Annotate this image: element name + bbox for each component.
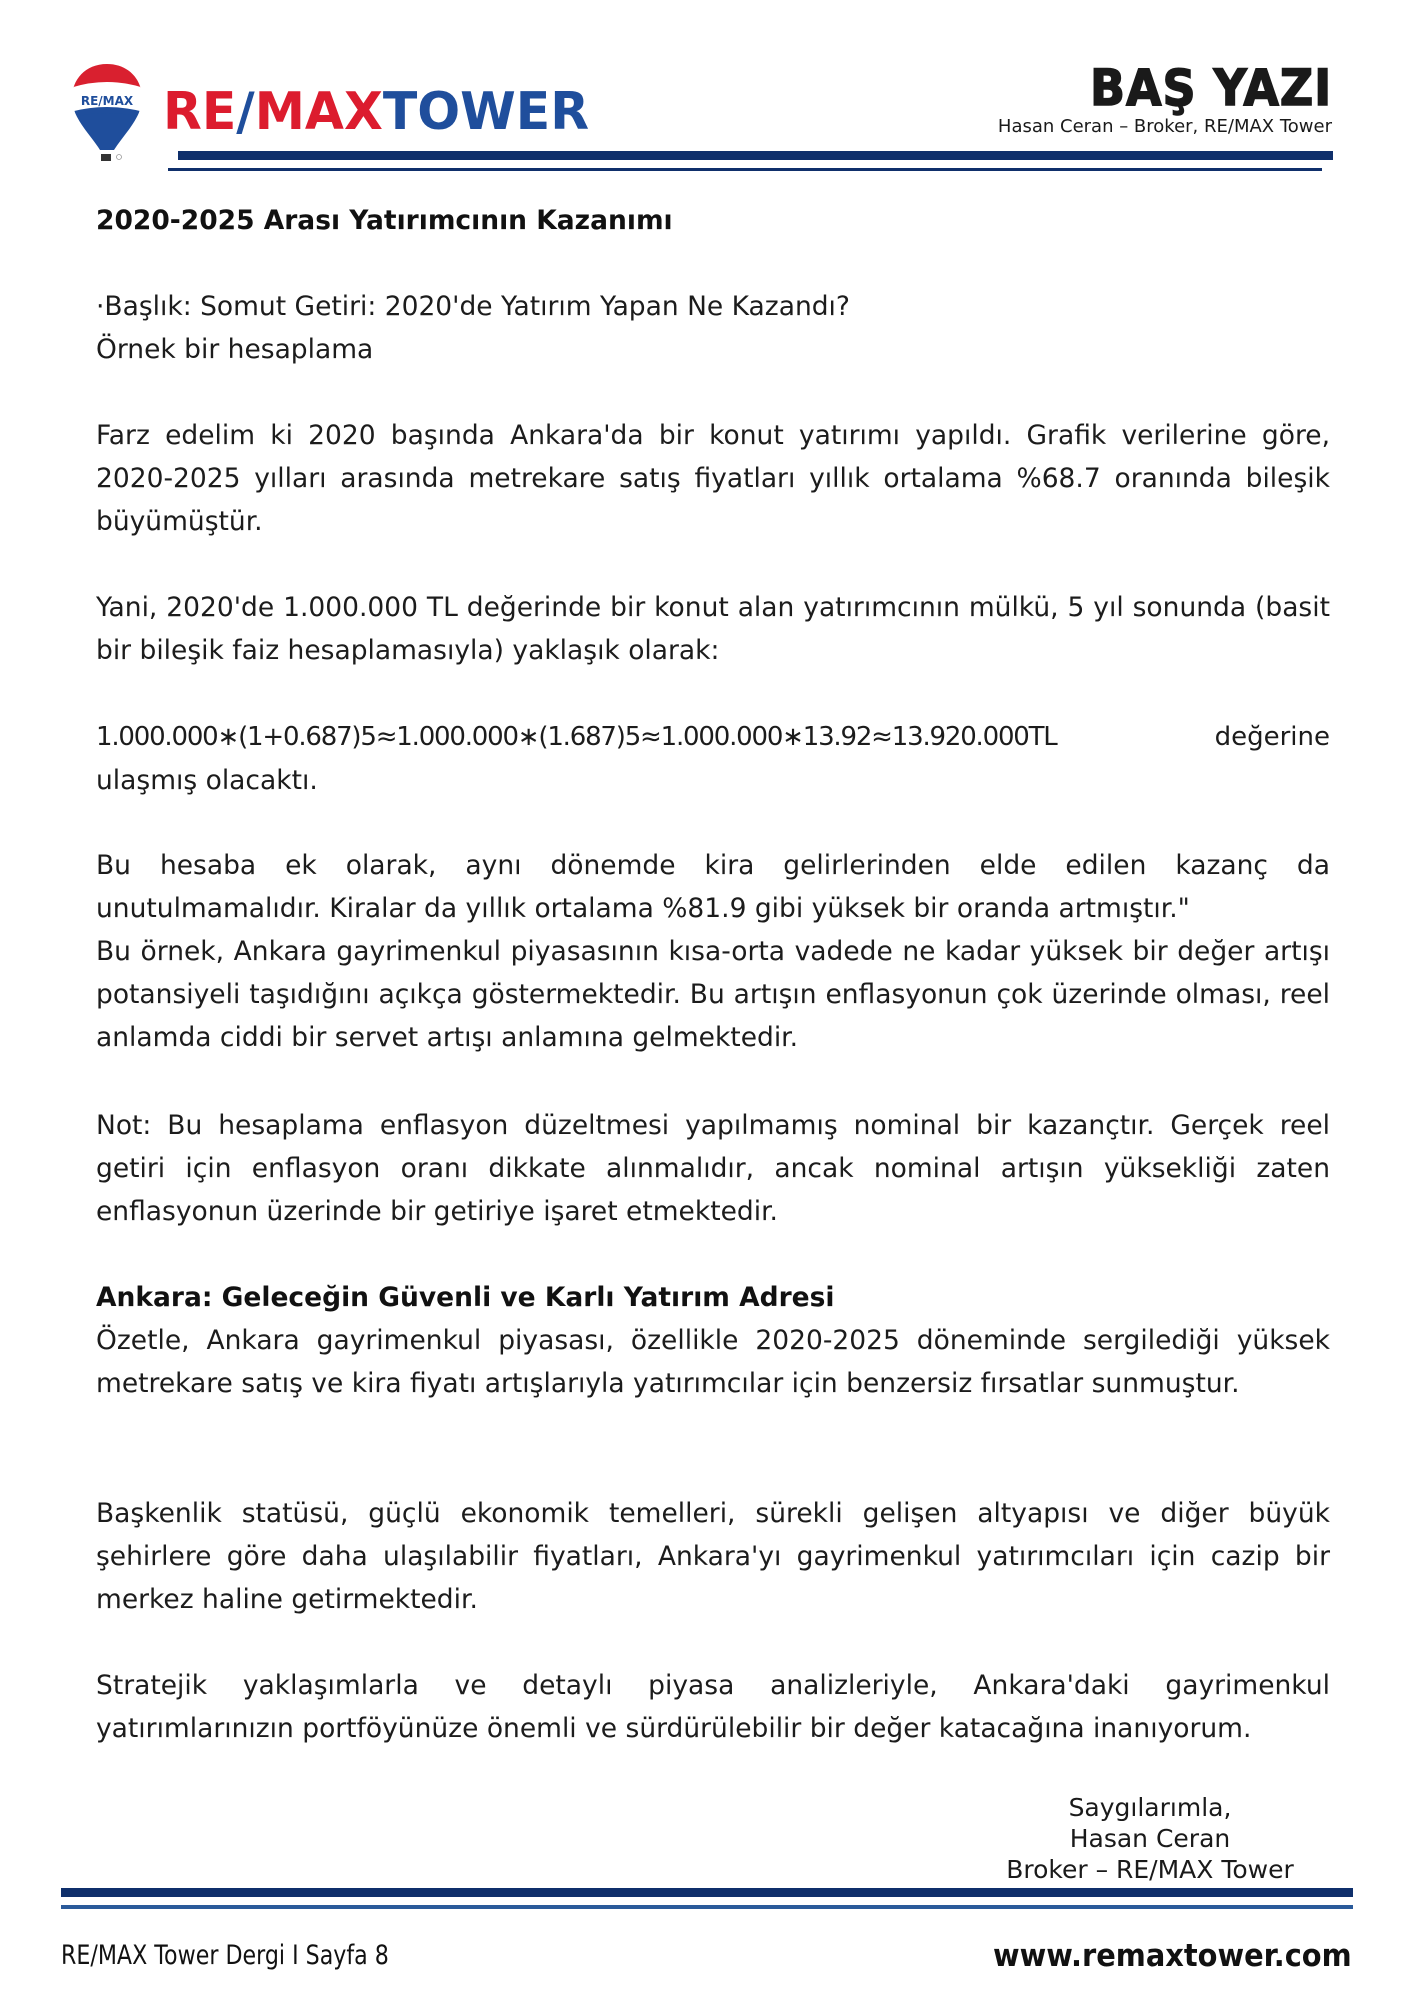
paragraph-note: Not: Bu hesaplama enflasyon düzeltmesi yapılmamış nominal bir kazançtır. Gerçek reel getiri için enflasyon oranı dikkate alınmalıdır, ancak nominal artışın yüksekliği zaten enflasyonun üzerinde bir getiriye işaret etmektedir. — [96, 1110, 1330, 1227]
formula-expression: 1.000.000∗(1+0.687)5≈1.000.000∗(1.687)5≈1.000.000∗13.92≈13.920.000TL — [96, 722, 1057, 752]
header-rule-thick — [178, 151, 1333, 160]
footer-rule-thin — [61, 1905, 1353, 1909]
brand-tower: TOWER — [382, 82, 590, 142]
paragraph-summary: Özetle, Ankara gayrimenkul piyasası, özellikle 2020-2025 döneminde sergilediği yüksek metrekare satış ve kira fiyatı artışlarıyla yatırımcılar için benzersiz fırsatlar sunmuştur. — [96, 1325, 1330, 1399]
formula-block — [96, 716, 1330, 802]
signature-closing: Saygılarımla, — [1068, 1793, 1232, 1822]
formula-line-2: ulaşmış olacaktı. — [96, 765, 318, 796]
paragraph-conclusion: Bu örnek, Ankara gayrimenkul piyasasının kısa-orta vadede ne kadar yüksek bir değer artışı potansiyeli taşıdığını açıkça göstermektedir. Bu artışın enflasyonun çok üzerinde olması, reel anlamda ciddi bir servet artışı anlamına gelmektedir. — [96, 936, 1330, 1053]
paragraph-strategy: Stratejik yaklaşımlarla ve detaylı piyasa analizleriyle, Ankara'daki gayrimenkul yatırımlarınızın portföyünüze önemli ve sürdürülebilir bir değer katacağına inanıyorum. — [96, 1670, 1330, 1744]
remax-balloon-logo — [70, 62, 144, 172]
article-title: 2020-2025 Arası Yatırımcının Kazanımı — [96, 205, 673, 236]
brand-max: MAX — [254, 82, 383, 142]
balloon-text: RE/MAX — [80, 94, 134, 108]
paragraph-example: Yani, 2020'de 1.000.000 TL değerinde bir konut alan yatırımcının mülkü, 5 yıl sonunda (basit bir bileşik faiz hesaplamasıyla) yaklaşık olarak: — [96, 592, 1330, 666]
author-byline: Hasan Ceran – Broker, RE/MAX Tower — [997, 116, 1332, 137]
brand-slash: / — [236, 82, 255, 142]
section-heading-ankara: Ankara: Geleceğin Güvenli ve Karlı Yatırım Adresi — [96, 1282, 835, 1313]
section-label: BAŞ YAZI — [1089, 59, 1332, 117]
subtitle-block — [96, 285, 1330, 371]
footer-magazine-page: RE/MAX Tower Dergi I Sayfa 8 — [61, 1940, 389, 1971]
signature-name: Hasan Ceran — [1069, 1824, 1231, 1853]
signature-block — [1000, 1792, 1300, 1885]
subtitle-line-2: Örnek bir hesaplama — [96, 334, 374, 365]
paragraph-growth: Farz edelim ki 2020 başında Ankara'da bir konut yatırımı yapıldı. Grafik verilerine göre, 2020-2025 yılları arasında metrekare satış fiyatları yıllık ortalama %68.7 oranında bileşik büyümüştür. — [96, 420, 1330, 537]
subtitle-line-1: ·Başlık: Somut Getiri: 2020'de Yatırım Yapan Ne Kazandı? — [96, 291, 850, 322]
signature-role: Broker – RE/MAX Tower — [1006, 1855, 1294, 1884]
header-rule-thin — [168, 168, 1322, 171]
footer-rule-thick — [61, 1888, 1353, 1897]
footer-website-link[interactable]: www.remaxtower.com — [993, 1938, 1352, 1974]
paragraph-capital: Başkenlik statüsü, güçlü ekonomik temelleri, sürekli gelişen altyapısı ve diğer büyük şehirlere göre daha ulaşılabilir fiyatları, Ankara'yı gayrimenkul yatırımcıları için cazip bir merkez haline getirmektedir. — [96, 1498, 1330, 1615]
paragraph-rent: Bu hesaba ek olarak, aynı dönemde kira gelirlerinden elde edilen kazanç da unutulmamalıdır. Kiralar da yıllık ortalama %81.9 gibi yüksek bir oranda artmıştır." — [96, 850, 1330, 924]
brand-wordmark — [163, 82, 589, 142]
brand-re: RE — [163, 82, 237, 142]
article-body — [96, 199, 1330, 242]
formula-tail: değerine — [1214, 722, 1330, 752]
